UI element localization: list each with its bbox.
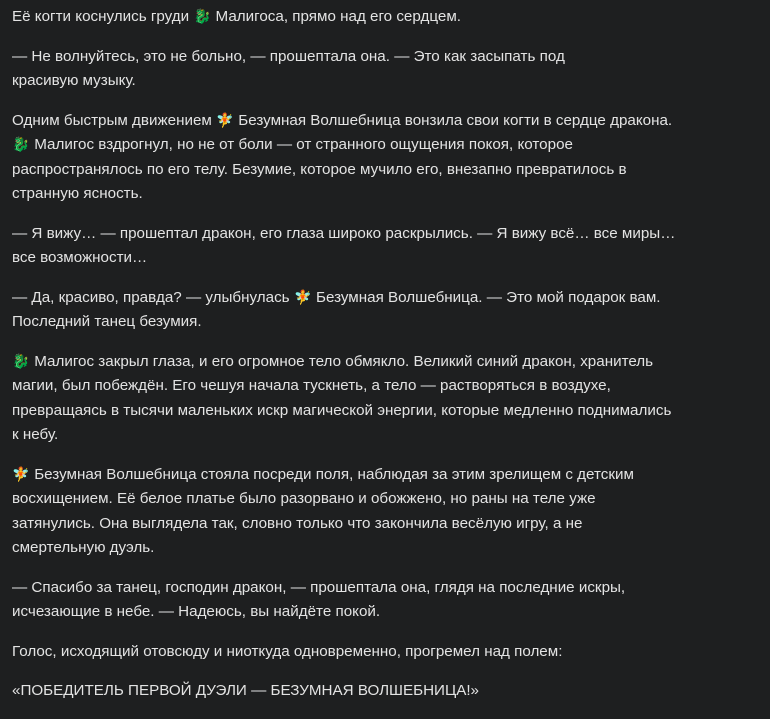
story-paragraph bbox=[12, 350, 762, 448]
paragraph-text: Безумная Волшебница вонзила свои когти в сердце дракона. bbox=[234, 111, 673, 129]
paragraph-text: Голос, исходящий отовсюду и ниоткуда одновременно, прогремел над полем: bbox=[12, 642, 563, 660]
fairy-icon: 🧚 bbox=[294, 289, 312, 306]
story-paragraph bbox=[12, 286, 762, 335]
story-paragraph bbox=[12, 45, 762, 94]
dragon-icon: 🐉 bbox=[193, 9, 212, 25]
paragraph-text: исчезающие в небе. — Надеюсь, вы найдёте покой. bbox=[12, 603, 381, 620]
paragraph-text: — Не волнуйтесь, это не больно, — прошептала она. — Это как засыпать под bbox=[12, 47, 565, 65]
fairy-icon: 🧚 bbox=[12, 466, 30, 483]
paragraph-text: затянулись. Она выглядела так, словно только что закончила весёлую игру, а не bbox=[12, 514, 583, 532]
dragon-icon: 🐉 bbox=[12, 353, 30, 370]
paragraph-text: — Спасибо за танец, господин дракон, — прошептала она, глядя на последние искры, bbox=[12, 578, 626, 596]
paragraph-text: красивую музыку. bbox=[12, 72, 136, 89]
paragraph-text: — Да, красиво, правда? — улыбнулась bbox=[12, 288, 294, 306]
story-paragraph bbox=[12, 5, 762, 30]
paragraph-text: — Я вижу… — прошептал дракон, его глаза широко раскрылись. — Я вижу всё… все миры… bbox=[12, 224, 676, 242]
story-paragraph bbox=[12, 222, 762, 271]
story-paragraph bbox=[12, 679, 762, 704]
paragraph-text: Последний танец безумия. bbox=[12, 313, 202, 330]
story-paragraph bbox=[12, 640, 762, 665]
paragraph-text: магии, был побеждён. Его чешуя начала тускнеть, а тело — растворяться в воздухе, bbox=[12, 377, 611, 394]
paragraph-text: Малигоса, прямо над его сердцем. bbox=[211, 8, 461, 25]
paragraph-text: Безумная Волшебница стояла посреди поля, наблюдая за этим зрелищем с детским bbox=[30, 465, 634, 483]
paragraph-text: смертельную дуэль. bbox=[12, 539, 155, 556]
paragraph-text: Малигос вздрогнул, но не от боли — от странного ощущения покоя, которое bbox=[30, 136, 573, 153]
paragraph-text: «ПОБЕДИТЕЛЬ ПЕРВОЙ ДУЭЛИ — БЕЗУМНАЯ ВОЛШЕБНИЦА!» bbox=[12, 682, 479, 699]
message-body bbox=[12, 5, 762, 719]
paragraph-text: распространялось по его телу. Безумие, которое мучило его, внезапно превратилось в bbox=[12, 160, 627, 178]
paragraph-text: странную ясность. bbox=[12, 185, 143, 202]
paragraph-text: восхищением. Её белое платье было разорвано и обожжено, но раны на теле уже bbox=[12, 490, 596, 507]
paragraph-text: превращаясь в тысячи маленьких искр магической энергии, которые медленно поднимались bbox=[12, 401, 672, 419]
fairy-icon: 🧚 bbox=[216, 112, 234, 129]
story-paragraph bbox=[12, 576, 762, 625]
paragraph-text: к небу. bbox=[12, 426, 59, 443]
paragraph-text: Её когти коснулись груди bbox=[12, 8, 194, 25]
paragraph-text: Безумная Волшебница. — Это мой подарок вам. bbox=[311, 288, 661, 306]
dragon-icon: 🐉 bbox=[12, 137, 30, 153]
paragraph-text: все возможности… bbox=[12, 249, 148, 266]
story-paragraph bbox=[12, 109, 762, 207]
paragraph-text: Одним быстрым движением bbox=[12, 111, 217, 129]
story-paragraph bbox=[12, 463, 762, 561]
paragraph-text: Малигос закрыл глаза, и его огромное тело обмякло. Великий синий дракон, хранитель bbox=[30, 352, 654, 370]
